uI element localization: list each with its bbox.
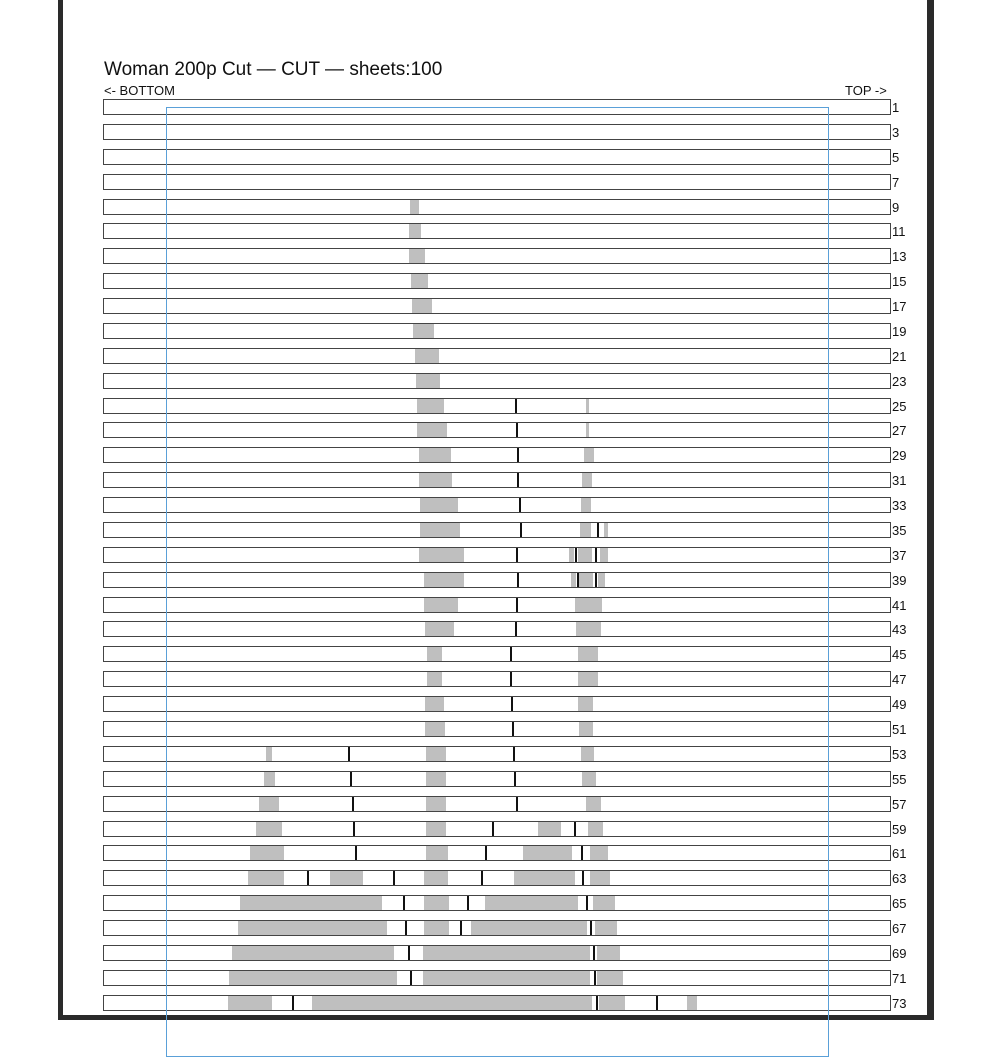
cut-line <box>403 896 405 910</box>
sheet-row <box>103 721 891 737</box>
cut-line <box>516 598 518 612</box>
filled-segment <box>425 622 454 636</box>
sheet-number: 17 <box>892 299 907 315</box>
cut-line <box>593 946 595 960</box>
filled-segment <box>240 896 382 910</box>
sheet-number: 19 <box>892 323 907 339</box>
filled-segment <box>604 523 608 537</box>
cut-line <box>515 622 517 636</box>
filled-segment <box>266 747 272 761</box>
sheet-number: 7 <box>892 174 900 190</box>
filled-segment <box>228 996 272 1010</box>
cut-line <box>516 548 518 562</box>
filled-segment <box>586 423 589 437</box>
sheet-number: 5 <box>892 149 900 165</box>
sheet-row <box>103 149 891 165</box>
cut-line <box>519 498 521 512</box>
cut-line <box>511 697 513 711</box>
filled-segment <box>424 921 449 935</box>
filled-segment <box>426 797 446 811</box>
sheet-row <box>103 298 891 314</box>
cut-line <box>520 523 522 537</box>
filled-segment <box>578 672 598 686</box>
filled-segment <box>578 573 593 587</box>
sheet-row <box>103 447 891 463</box>
cut-line <box>410 971 412 985</box>
cut-line <box>582 871 584 885</box>
sheet-row <box>103 597 891 613</box>
filled-segment <box>597 946 620 960</box>
filled-segment <box>590 871 610 885</box>
sheet-row <box>103 995 891 1011</box>
cut-line <box>581 846 583 860</box>
filled-segment <box>523 846 572 860</box>
filled-segment <box>238 921 387 935</box>
cut-line <box>352 797 354 811</box>
sheet-row <box>103 870 891 886</box>
cut-line <box>597 523 599 537</box>
sheet-row <box>103 796 891 812</box>
sheet-number: 35 <box>892 522 907 538</box>
sheet-row <box>103 920 891 936</box>
filled-segment <box>229 971 397 985</box>
sheet-row <box>103 945 891 961</box>
filled-segment <box>420 498 458 512</box>
filled-segment <box>416 374 440 388</box>
cut-line <box>492 822 494 836</box>
filled-segment <box>426 846 448 860</box>
filled-segment <box>423 971 590 985</box>
filled-segment <box>250 846 284 860</box>
sheet-row <box>103 124 891 140</box>
sheet-number: 69 <box>892 945 907 961</box>
sheet-number: 11 <box>892 224 906 240</box>
cut-line <box>516 423 518 437</box>
sheet-number: 47 <box>892 672 907 688</box>
cut-line <box>513 747 515 761</box>
sheet-row <box>103 895 891 911</box>
filled-segment <box>424 573 464 587</box>
sheet-row <box>103 497 891 513</box>
sheet-row <box>103 99 891 115</box>
cut-line <box>595 573 597 587</box>
filled-segment <box>593 896 615 910</box>
filled-segment <box>426 822 446 836</box>
sheet-number: 9 <box>892 199 900 215</box>
sheet-row <box>103 472 891 488</box>
cut-line <box>577 573 579 587</box>
filled-segment <box>485 896 578 910</box>
sheet-number: 51 <box>892 722 907 737</box>
cut-line <box>350 772 352 786</box>
sheet-number: 61 <box>892 846 907 862</box>
cut-line <box>348 747 350 761</box>
page-title: Woman 200p Cut — CUT — sheets:100 <box>104 59 443 80</box>
filled-segment <box>575 598 602 612</box>
cut-line <box>517 448 519 462</box>
filled-segment <box>415 349 439 363</box>
cut-line <box>393 871 395 885</box>
filled-segment <box>597 971 623 985</box>
filled-segment <box>256 822 282 836</box>
filled-segment <box>410 200 419 214</box>
cut-line <box>517 473 519 487</box>
sheet-row <box>103 771 891 787</box>
filled-segment <box>586 399 589 413</box>
filled-segment <box>600 548 608 562</box>
filled-segment <box>576 622 601 636</box>
filled-segment <box>599 996 625 1010</box>
cut-line <box>353 822 355 836</box>
filled-segment <box>312 996 592 1010</box>
sheet-number: 1 <box>892 100 900 115</box>
filled-segment <box>423 946 590 960</box>
filled-segment <box>425 697 444 711</box>
cut-line <box>510 647 512 661</box>
sheet-number: 23 <box>892 373 907 389</box>
filled-segment <box>330 871 363 885</box>
cut-line <box>595 548 597 562</box>
cut-line <box>517 573 519 587</box>
bottom-direction-label: <- BOTTOM <box>104 83 175 98</box>
filled-segment <box>259 797 279 811</box>
filled-segment <box>424 598 458 612</box>
filled-segment <box>411 274 428 288</box>
cut-line <box>467 896 469 910</box>
sheet-row <box>103 323 891 339</box>
filled-segment <box>571 573 576 587</box>
cut-line <box>408 946 410 960</box>
filled-segment <box>232 946 394 960</box>
sheet-number: 53 <box>892 746 907 762</box>
filled-segment <box>419 473 452 487</box>
sheet-number: 55 <box>892 771 907 787</box>
filled-segment <box>417 423 447 437</box>
cut-line <box>405 921 407 935</box>
filled-segment <box>687 996 697 1010</box>
sheet-row <box>103 671 891 687</box>
sheet-row <box>103 522 891 538</box>
filled-segment <box>471 921 587 935</box>
filled-segment <box>590 846 608 860</box>
cut-line <box>510 672 512 686</box>
filled-segment <box>579 722 593 736</box>
sheet-row <box>103 199 891 215</box>
filled-segment <box>582 772 596 786</box>
sheet-number: 49 <box>892 697 907 713</box>
sheet-row <box>103 821 891 837</box>
filled-segment <box>419 448 451 462</box>
sheet-number: 37 <box>892 547 907 563</box>
cut-line <box>586 896 588 910</box>
filled-segment <box>413 324 434 338</box>
filled-segment <box>419 548 464 562</box>
filled-segment <box>578 548 592 562</box>
filled-segment <box>595 921 617 935</box>
sheet-number: 33 <box>892 498 907 514</box>
filled-segment <box>264 772 275 786</box>
filled-segment <box>248 871 284 885</box>
sheet-number: 43 <box>892 622 907 638</box>
sheet-number: 25 <box>892 398 907 414</box>
sheet-row <box>103 373 891 389</box>
sheet-number: 3 <box>892 124 900 140</box>
cut-line <box>515 399 517 413</box>
sheet-number: 39 <box>892 572 907 588</box>
sheet-number: 31 <box>892 473 907 489</box>
filled-segment <box>426 747 446 761</box>
sheet-row <box>103 174 891 190</box>
cut-line <box>516 797 518 811</box>
sheet-number: 67 <box>892 921 907 937</box>
sheet-row <box>103 572 891 588</box>
sheet-row <box>103 696 891 712</box>
filled-segment <box>424 871 448 885</box>
filled-segment <box>424 896 449 910</box>
filled-segment <box>427 647 442 661</box>
sheet-row <box>103 248 891 264</box>
filled-segment <box>578 697 593 711</box>
filled-segment <box>538 822 561 836</box>
cut-line <box>575 548 577 562</box>
sheet-row <box>103 348 891 364</box>
sheet-number: 45 <box>892 647 907 663</box>
filled-segment <box>586 797 601 811</box>
filled-segment <box>409 249 425 263</box>
sheet-number: 59 <box>892 821 907 837</box>
sheet-row <box>103 547 891 563</box>
cut-line <box>460 921 462 935</box>
cut-line <box>512 722 514 736</box>
filled-segment <box>420 523 460 537</box>
filled-segment <box>598 573 605 587</box>
sheet-row <box>103 845 891 861</box>
sheet-number: 71 <box>892 970 907 986</box>
sheet-row <box>103 273 891 289</box>
filled-segment <box>578 647 598 661</box>
sheet-number: 57 <box>892 796 907 812</box>
filled-segment <box>427 672 442 686</box>
sheet-number: 15 <box>892 274 907 290</box>
cut-line <box>355 846 357 860</box>
sheet-row <box>103 621 891 637</box>
sheet-number: 27 <box>892 423 907 439</box>
cut-line <box>594 971 596 985</box>
sheet-number: 21 <box>892 348 907 364</box>
sheet-row <box>103 223 891 239</box>
cut-line <box>656 996 658 1010</box>
filled-segment <box>417 399 444 413</box>
sheet-number: 73 <box>892 995 907 1011</box>
filled-segment <box>412 299 432 313</box>
cut-line <box>481 871 483 885</box>
sheet-row <box>103 746 891 762</box>
filled-segment <box>582 473 592 487</box>
cut-line <box>485 846 487 860</box>
sheet-number: 29 <box>892 448 907 464</box>
filled-segment <box>581 498 591 512</box>
cut-line <box>596 996 598 1010</box>
filled-segment <box>514 871 575 885</box>
cut-line <box>514 772 516 786</box>
cut-line <box>307 871 309 885</box>
top-direction-label: TOP -> <box>845 83 887 98</box>
cut-line <box>590 921 592 935</box>
filled-segment <box>425 722 445 736</box>
filled-segment <box>426 772 446 786</box>
cut-line <box>574 822 576 836</box>
sheet-number: 41 <box>892 597 907 613</box>
sheet-row <box>103 646 891 662</box>
sheet-number: 65 <box>892 896 907 912</box>
sheet-row <box>103 398 891 414</box>
cut-line <box>292 996 294 1010</box>
sheet-row <box>103 422 891 438</box>
filled-segment <box>409 224 421 238</box>
filled-segment <box>584 448 594 462</box>
sheet-number: 13 <box>892 249 907 265</box>
filled-segment <box>580 523 591 537</box>
filled-segment <box>588 822 603 836</box>
filled-segment <box>581 747 594 761</box>
filled-segment <box>569 548 574 562</box>
sheet-number: 63 <box>892 871 907 887</box>
sheet-row <box>103 970 891 986</box>
